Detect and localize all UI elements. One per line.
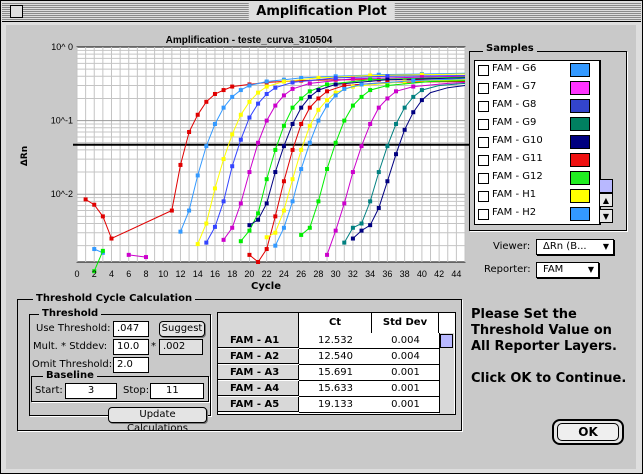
- data-point: [239, 88, 243, 92]
- table-cell-stddev: 0.001: [372, 381, 440, 397]
- data-point: [308, 106, 312, 110]
- data-point: [316, 119, 320, 123]
- x-tick-label: 8: [143, 269, 149, 279]
- data-point: [247, 253, 251, 257]
- data-point: [360, 222, 364, 226]
- data-point: [92, 247, 96, 251]
- data-point: [222, 238, 226, 242]
- data-point: [273, 244, 277, 248]
- sample-row[interactable]: [475, 187, 591, 205]
- data-point: [377, 106, 381, 110]
- y-axis-label: ΔRn: [20, 145, 30, 167]
- data-point: [265, 247, 269, 251]
- data-point: [360, 82, 364, 86]
- data-point: [109, 237, 113, 241]
- omit-threshold-field[interactable]: 2.0: [113, 357, 149, 373]
- data-point: [282, 144, 286, 148]
- data-point: [127, 253, 131, 257]
- data-point: [368, 122, 372, 126]
- data-point: [368, 223, 372, 227]
- message-line-1: Please Set the Threshold Value on All Reporter Layers.: [471, 307, 617, 354]
- up-arrow-icon: ▲: [602, 196, 610, 205]
- data-point: [334, 76, 338, 80]
- data-point: [282, 226, 286, 230]
- data-point: [273, 86, 277, 90]
- sample-row[interactable]: [475, 133, 591, 151]
- results-table[interactable]: [217, 312, 456, 415]
- sample-label: FAM - G8: [492, 99, 537, 110]
- sample-checkbox[interactable]: [478, 83, 489, 94]
- sample-label: FAM - G10: [492, 135, 543, 146]
- scroll-up-button[interactable]: [599, 193, 613, 207]
- x-tick-label: 12: [175, 269, 186, 279]
- x-tick-label: 24: [278, 269, 289, 279]
- data-point: [342, 87, 346, 91]
- data-point: [196, 173, 200, 177]
- data-point: [325, 167, 329, 171]
- data-point: [316, 96, 320, 100]
- data-point: [256, 211, 260, 215]
- y-tick-label: 10^-1: [50, 115, 73, 126]
- data-point: [377, 170, 381, 174]
- data-point: [265, 201, 269, 205]
- data-point: [334, 229, 338, 233]
- sample-checkbox[interactable]: [478, 173, 489, 184]
- sample-color-swatch: [570, 171, 590, 185]
- data-point: [299, 148, 303, 152]
- sample-label: FAM - G9: [492, 117, 537, 128]
- data-point: [403, 128, 407, 132]
- data-point: [273, 214, 277, 218]
- sample-label: FAM - G6: [492, 63, 537, 74]
- message-line-2: Click OK to Continue.: [471, 371, 627, 386]
- data-point: [230, 95, 234, 99]
- data-point: [394, 122, 398, 126]
- data-point: [325, 89, 329, 93]
- data-point: [222, 106, 226, 110]
- data-point: [325, 98, 329, 102]
- table-cell-ct: 12.532: [299, 333, 373, 349]
- data-point: [178, 163, 182, 167]
- data-point: [239, 201, 243, 205]
- data-point: [282, 124, 286, 128]
- sample-checkbox[interactable]: [478, 191, 489, 202]
- omit-threshold-label: Omit Threshold:: [32, 359, 113, 370]
- data-point: [178, 230, 182, 234]
- x-tick-label: 4: [108, 269, 114, 279]
- sample-row[interactable]: [475, 97, 591, 115]
- samples-list[interactable]: [474, 60, 601, 225]
- samples-group-title: Samples: [483, 43, 537, 54]
- data-point: [273, 170, 277, 174]
- table-scroll-thumb[interactable]: [440, 334, 453, 348]
- data-point: [265, 92, 269, 96]
- data-point: [247, 116, 251, 120]
- data-point: [265, 85, 269, 89]
- scroll-down-button[interactable]: [599, 209, 613, 223]
- data-point: [385, 179, 389, 183]
- data-point: [316, 88, 320, 92]
- sample-checkbox[interactable]: [478, 137, 489, 148]
- data-point: [291, 106, 295, 110]
- data-point: [170, 209, 174, 213]
- data-point: [299, 96, 303, 100]
- data-point: [282, 93, 286, 97]
- ok-button-label: OK: [557, 423, 619, 441]
- data-point: [187, 130, 191, 134]
- reporter-popup[interactable]: [536, 262, 599, 278]
- table-cell-stddev: 0.001: [372, 365, 440, 381]
- data-point: [204, 241, 208, 245]
- data-point: [325, 104, 329, 108]
- chevron-down-icon: ▼: [587, 265, 594, 274]
- sample-color-swatch: [570, 189, 590, 203]
- data-point: [230, 226, 234, 230]
- x-tick-label: 6: [126, 269, 132, 279]
- viewer-label: Viewer:: [493, 241, 531, 252]
- data-point: [368, 199, 372, 203]
- sample-label: FAM - G7: [492, 81, 537, 92]
- data-point: [291, 199, 295, 203]
- data-point: [101, 214, 105, 218]
- table-cell-ct: 15.633: [299, 381, 373, 397]
- data-point: [282, 209, 286, 213]
- data-point: [230, 132, 234, 136]
- data-point: [291, 122, 295, 126]
- data-point: [265, 235, 269, 239]
- data-point: [256, 141, 260, 145]
- data-point: [230, 164, 234, 168]
- data-point: [247, 170, 251, 174]
- table-cell-ct: 15.691: [299, 365, 373, 381]
- sample-row[interactable]: [475, 61, 591, 79]
- table-header-ct: Ct: [299, 313, 372, 334]
- y-tick-label: 10^ 0: [51, 42, 73, 52]
- table-cell-ct: 19.133: [299, 397, 373, 413]
- data-point: [403, 106, 407, 110]
- data-point: [299, 106, 303, 110]
- x-tick-label: 10: [158, 269, 169, 279]
- amplification-chart: [9, 31, 469, 301]
- data-point: [308, 226, 312, 230]
- sample-label: FAM - H2: [492, 207, 537, 218]
- reporter-label: Reporter:: [484, 264, 531, 275]
- update-calculations-button[interactable]: Update Calculations: [108, 407, 207, 423]
- data-point: [377, 206, 381, 210]
- table-cell-stddev: 0.001: [372, 397, 440, 413]
- data-point: [256, 260, 260, 264]
- data-point: [342, 201, 346, 205]
- sample-checkbox[interactable]: [478, 65, 489, 76]
- data-point: [84, 197, 88, 201]
- title-bar[interactable]: [2, 2, 641, 22]
- reporter-value: FAM: [543, 264, 564, 275]
- data-point: [351, 170, 355, 174]
- sample-checkbox[interactable]: [478, 155, 489, 166]
- data-point: [291, 177, 295, 181]
- x-tick-label: 0: [74, 269, 80, 279]
- use-threshold-field[interactable]: .047: [113, 321, 149, 337]
- sample-row[interactable]: [475, 205, 591, 223]
- data-point: [196, 242, 200, 246]
- data-point: [420, 88, 424, 92]
- sample-color-swatch: [570, 63, 590, 77]
- data-point: [247, 229, 251, 233]
- data-point: [351, 237, 355, 241]
- y-tick-label: 10^-2: [50, 189, 73, 200]
- sample-color-swatch: [570, 207, 590, 221]
- data-point: [265, 79, 269, 83]
- data-point: [342, 241, 346, 245]
- table-cell-stddev: 0.004: [372, 333, 440, 349]
- x-tick-label: 2: [91, 269, 97, 279]
- data-point: [385, 83, 389, 87]
- sample-label: FAM - G12: [492, 171, 543, 182]
- data-point: [222, 199, 226, 203]
- times-sign: *: [151, 341, 156, 352]
- data-point: [196, 113, 200, 117]
- data-point: [351, 77, 355, 81]
- data-point: [325, 82, 329, 86]
- sample-color-swatch: [570, 99, 590, 113]
- data-point: [239, 113, 243, 117]
- start-label: Start:: [35, 385, 63, 396]
- data-point: [247, 100, 251, 104]
- data-point: [316, 108, 320, 112]
- data-point: [222, 88, 226, 92]
- data-point: [247, 223, 251, 227]
- data-point: [273, 104, 277, 108]
- data-point: [144, 255, 148, 259]
- stop-label: Stop:: [123, 385, 150, 396]
- data-point: [282, 79, 286, 83]
- data-point: [351, 226, 355, 230]
- data-point: [394, 152, 398, 156]
- data-point: [273, 148, 277, 152]
- table-header-corner: [218, 313, 299, 334]
- data-point: [282, 179, 286, 183]
- data-point: [299, 167, 303, 171]
- ok-button[interactable]: [552, 419, 624, 445]
- x-tick-label: 22: [261, 269, 272, 279]
- data-point: [334, 82, 338, 86]
- x-tick-label: 18: [227, 269, 238, 279]
- data-point: [239, 239, 243, 243]
- sample-row[interactable]: [475, 79, 591, 97]
- x-tick-label: 20: [244, 269, 255, 279]
- table-cell-ct: 12.540: [299, 349, 373, 365]
- data-point: [256, 218, 260, 222]
- threshold-calc-title: Threshold Cycle Calculation: [33, 293, 195, 304]
- data-point: [256, 102, 260, 106]
- table-row-well: FAM - A2: [218, 349, 299, 364]
- data-point: [213, 225, 217, 229]
- x-tick-label: 28: [313, 269, 324, 279]
- baseline-group-title: Baseline: [43, 370, 97, 381]
- data-point: [411, 95, 415, 99]
- mult-stddev-field[interactable]: 10.0: [113, 339, 149, 355]
- suggest-button[interactable]: Suggest: [159, 321, 205, 337]
- stop-field[interactable]: 11: [150, 383, 204, 399]
- data-point: [308, 89, 312, 93]
- data-point: [334, 141, 338, 145]
- chart-title: Amplification - teste_curva_310504: [165, 35, 333, 46]
- x-axis-label: Cycle: [251, 281, 281, 292]
- data-point: [291, 80, 295, 84]
- data-point: [394, 89, 398, 93]
- table-row-well: FAM - A1: [218, 333, 299, 348]
- data-point: [213, 122, 217, 126]
- data-point: [308, 81, 312, 85]
- data-point: [420, 98, 424, 102]
- sample-color-swatch: [570, 117, 590, 131]
- table-row-well: FAM - A3: [218, 365, 299, 380]
- data-point: [308, 124, 312, 128]
- data-point: [316, 199, 320, 203]
- viewer-value: ΔRn (B...: [543, 241, 587, 252]
- sample-label: FAM - G11: [492, 153, 543, 164]
- x-tick-label: 30: [330, 269, 341, 279]
- threshold-group-title: Threshold: [39, 308, 101, 319]
- sample-row[interactable]: [475, 151, 591, 169]
- data-point: [368, 88, 372, 92]
- table-row-well: FAM - A4: [218, 381, 299, 396]
- sample-checkbox[interactable]: [478, 101, 489, 112]
- data-point: [247, 83, 251, 87]
- x-tick-label: 40: [416, 269, 427, 279]
- scroll-thumb[interactable]: [599, 179, 613, 193]
- sample-checkbox[interactable]: [478, 119, 489, 130]
- start-field[interactable]: 3: [65, 383, 117, 399]
- data-point: [325, 253, 329, 257]
- sample-checkbox[interactable]: [478, 209, 489, 220]
- data-point: [204, 144, 208, 148]
- data-point: [265, 119, 269, 123]
- x-tick-label: 16: [209, 269, 220, 279]
- data-point: [299, 233, 303, 237]
- sample-row[interactable]: [475, 169, 591, 187]
- data-point: [411, 85, 415, 89]
- data-point: [101, 249, 105, 253]
- data-point: [342, 119, 346, 123]
- data-point: [351, 104, 355, 108]
- sample-color-swatch: [570, 135, 590, 149]
- data-point: [213, 186, 217, 190]
- data-point: [204, 100, 208, 104]
- data-point: [411, 110, 415, 114]
- sample-label: FAM - H1: [492, 189, 537, 200]
- viewer-popup[interactable]: [536, 239, 614, 255]
- stddev-value-field: .002: [159, 339, 203, 355]
- close-box[interactable]: [10, 5, 23, 18]
- data-point: [308, 141, 312, 145]
- data-point: [256, 91, 260, 95]
- data-point: [291, 148, 295, 152]
- data-point: [230, 85, 234, 89]
- x-tick-label: 42: [434, 269, 445, 279]
- data-point: [360, 229, 364, 233]
- x-tick-label: 34: [365, 269, 376, 279]
- data-point: [360, 95, 364, 99]
- data-point: [385, 96, 389, 100]
- data-point: [92, 203, 96, 207]
- x-tick-label: 32: [347, 269, 358, 279]
- data-point: [411, 79, 415, 83]
- sample-row[interactable]: [475, 115, 591, 133]
- table-row-well: FAM - A5: [218, 397, 299, 412]
- data-point: [334, 93, 338, 97]
- data-point: [187, 209, 191, 213]
- data-point: [222, 157, 226, 161]
- data-point: [273, 231, 277, 235]
- x-tick-label: 36: [382, 269, 393, 279]
- data-point: [204, 222, 208, 226]
- data-point: [291, 87, 295, 91]
- data-point: [385, 144, 389, 148]
- instruction-message: [471, 307, 631, 387]
- x-tick-label: 44: [451, 269, 462, 279]
- table-header-stddev: Std Dev: [372, 313, 439, 334]
- table-cell-stddev: 0.004: [372, 349, 440, 365]
- x-tick-label: 14: [192, 269, 203, 279]
- down-arrow-icon: ▼: [602, 212, 610, 221]
- data-point: [213, 92, 217, 96]
- window-title: Amplification Plot: [248, 3, 394, 20]
- mult-stddev-label: Mult. * Stddev:: [33, 341, 108, 352]
- x-tick-label: 26: [296, 269, 307, 279]
- x-tick-label: 38: [399, 269, 410, 279]
- data-point: [308, 95, 312, 99]
- use-threshold-label: Use Threshold:: [36, 323, 111, 334]
- data-point: [239, 138, 243, 142]
- chevron-down-icon: ▼: [602, 242, 609, 251]
- data-point: [265, 177, 269, 181]
- data-point: [299, 122, 303, 126]
- sample-color-swatch: [570, 81, 590, 95]
- data-point: [360, 144, 364, 148]
- sample-color-swatch: [570, 153, 590, 167]
